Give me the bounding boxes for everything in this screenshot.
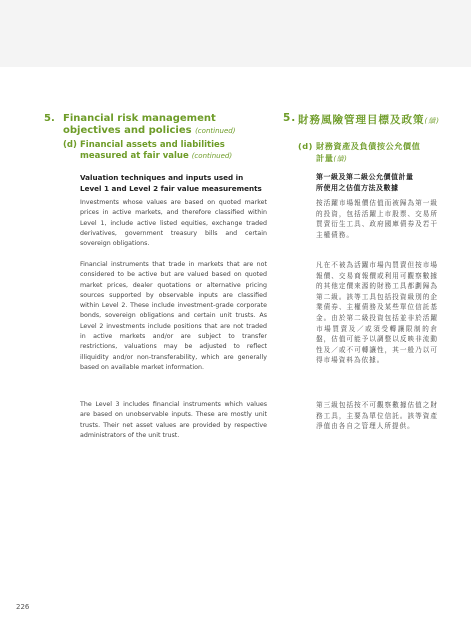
sub-title-zh-line2: 計量 [316,153,334,163]
sub-title-zh [316,140,441,165]
sub-label-zh: (d) [298,141,313,151]
paragraph-en-3: The Level 3 includes financial instruments which values are based on unobservable inputs. These are mostly unit trusts. Their net asset values are provided by respective administrators of the unit trust. [80,401,267,439]
paragraph-zh-1: 按活躍市場報價估值而被歸為第一級的投資，包括活躍上市股票、交易所買賣衍生工具、政府國庫債券及若干主權債務。 [316,199,438,239]
sub-title-zh-line1: 財務資產及負債按公允價值 [316,141,421,151]
sub-title-en-text: Financial assets and liabilities measured at fair value [80,140,225,161]
section-title-zh-suffix: (續) [424,117,440,125]
header-band [0,0,471,67]
block-title-zh-line1: 第一級及第二級公允價值計量 [316,173,414,181]
paragraph-en-1: Investments whose values are based on quoted market prices in active markets, and therefore classified within Level 1, include active listed equities, exchange traded derivatives, government treasury bills and certain sovereign obligations. [80,199,267,248]
sub-title-zh-suffix: (續) [333,155,348,163]
sub-title-en [80,140,270,162]
block-title-zh-line2: 所使用之估值方法及數據 [316,184,399,192]
paragraph-zh-3: 第三級包括按不可觀察數據估值之財務工具，主要為單位信託。該等資產淨值由各自之管理人所提供。 [316,401,438,431]
block-title-en: Valuation techniques and inputs used in Level 1 and Level 2 fair value measurements [80,173,262,193]
paragraph-zh-2: 凡在不被為活躍市場內買賣但按市場報價、交易商報價或利用可觀察數據的其他定價來源的財務工具都劃歸為第二級。該等工具包括投資級別的企業債券、主權債務及某些單位信託基金。由於第二級投資包括並非於活躍市場買賣及／或須受轉讓限制的倉盤，估值可能予以調整以反映非流動性及／或不可轉讓性，其一般乃以可得市場資料為依據。 [316,261,438,365]
sub-title-en-suffix: (continued) [191,152,233,160]
block-title-zh [316,172,441,194]
section-title-zh [298,112,448,127]
section-title-en-text: Financial risk management objectives and policies [63,113,216,136]
section-title-en [63,113,263,137]
section-number-zh: 5. [283,112,297,124]
section-number-en: 5. [44,113,55,124]
paragraph-en-2: Financial instruments that trade in markets that are not considered to be active but are valued based on quoted market prices, dealer quotations or alternative pricing sources supported by observable inputs are classified within Level 2. These include investment-grade corporate bonds, sovereign obligations and certain unit trusts. As Level 2 investments include positions that are not traded in active markets and/or are subject to transfer restrictions, valuations may be adjusted to reflect illiquidity and/or non-transferability, which are generally based on available market information. [80,261,267,371]
page-number: 226 [16,603,30,611]
section-title-zh-text: 財務風險管理目標及政策 [298,114,425,126]
section-title-en-suffix: (continued) [195,127,236,135]
sub-title-zh-line2-wrap [316,152,441,165]
sub-label-en: (d) [63,140,77,150]
